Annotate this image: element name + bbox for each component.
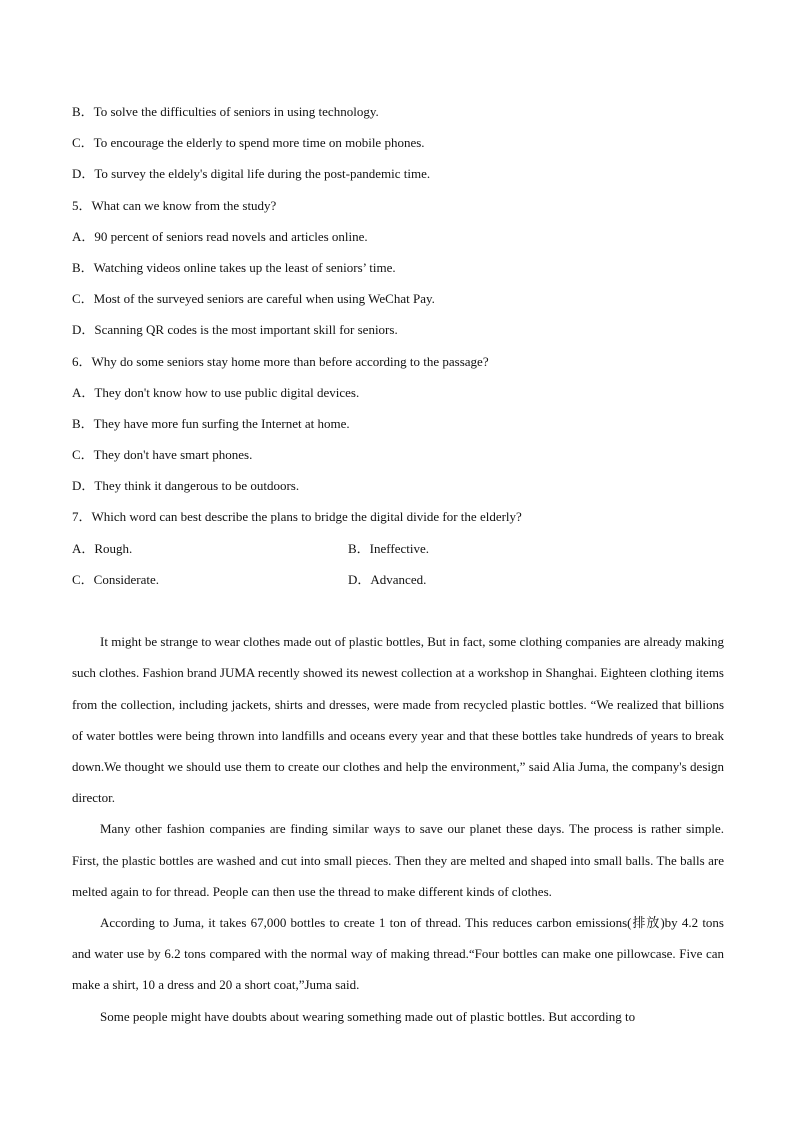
q4-option-b: B．To solve the difficulties of seniors in using technology. [72,104,379,119]
q7-option-a: A．Rough. [72,540,133,556]
q7-options-row-1 [72,537,724,569]
q6-option-c: C．They don't have smart phones. [72,447,253,463]
q5-option-b: B．Watching videos online takes up the least of seniors’ time. [72,259,396,275]
q5-option-c: C．Most of the surveyed seniors are careful when using WeChat Pay. [72,291,435,307]
q6-option-d: D．They think it dangerous to be outdoors. [72,478,300,494]
q7-option-d: D．Advanced. [348,572,427,588]
passage-paragraph: It might be strange to wear clothes made out of plastic bottles, But in fact, some clothing companies are already making such clothes. Fashion brand JUMA recently showed its newest collection at a workshop in Shanghai. Eighteen clothing items from the collection, including jackets, shirts and dresses, were made from recycled plastic bottles. “We realized that billions of water bottles were being thrown into landfills and oceans every year and that these bottles take hundreds of years to break down.We thought we should use them to create our clothes and help the environment,” said Alia Juma, the company's design director. [72,634,724,806]
q4-option-c: C．To encourage the elderly to spend more time on mobile phones. [72,135,425,151]
passage-paragraph: According to Juma, it takes 67,000 bottles to create 1 ton of thread. This reduces carbon emissions(排放)by 4.2 tons and water use by 6.2 tons compared with the normal way of making thread.“Four bottles can make one pillowcase. Five can make a shirt, 10 a dress and 20 a short coat,”Juma said. [72,915,724,993]
passage-paragraph: Many other fashion companies are finding similar ways to save our planet these days. The process is rather simple. First, the plastic bottles are washed and cut into small pieces. Then they are melted and shaped into small balls. The balls are melted again to for thread. People can then use the thread to make different kinds of clothes. [72,821,724,899]
q6-option-b: B．They have more fun surfing the Internet at home. [72,415,350,431]
q7-option-b: B．Ineffective. [348,540,429,556]
q6-option-a: A．They don't know how to use public digital devices. [72,384,360,400]
q5-option-a: A．90 percent of seniors read novels and articles online. [72,228,368,244]
document-page [72,100,724,1032]
q7-options-row-2 [72,568,724,600]
q4-option-d: D．To survey the eldely's digital life during the post-pandemic time. [72,166,431,182]
q7-option-c: C．Considerate. [72,572,160,588]
q5-stem: 5．What can we know from the study? [72,197,277,213]
q7-stem: 7．Which word can best describe the plans to bridge the digital divide for the elderly? [72,509,522,525]
section-gap [72,600,724,626]
q5-option-d: D．Scanning QR codes is the most important skill for seniors. [72,322,398,338]
passage-paragraph: Some people might have doubts about wearing something made out of plastic bottles. But according to [100,1008,636,1024]
q6-stem: 6．Why do some seniors stay home more than before according to the passage? [72,353,489,369]
